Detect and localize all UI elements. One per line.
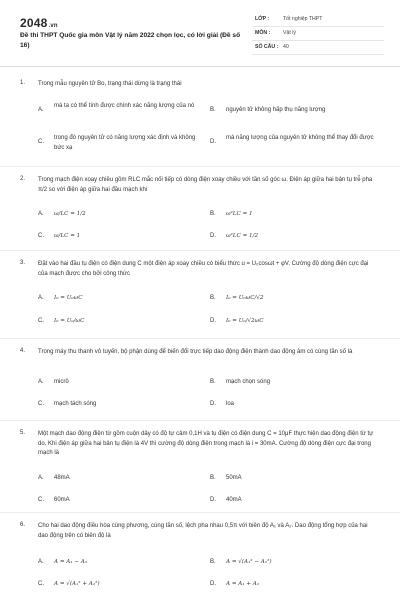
meta-value-subject: Vật lý xyxy=(283,30,296,36)
question-divider xyxy=(0,512,400,513)
option-letter: B. xyxy=(210,107,216,113)
option-text: ω²LC = 1/2 xyxy=(226,233,259,239)
question-number: 2. xyxy=(20,176,26,182)
option-text: mà năng lượng của nguyên tử không thể thay đổi được xyxy=(226,135,374,141)
question-text: Cho hai dao động điều hòa cùng phương, cùng tần số, lệch pha nhau 0,5π với biên độ A₁ và A₂. Dao động tổng hợp của hai dao động trên có biên độ là xyxy=(38,523,368,539)
option-text: 50mA xyxy=(226,475,242,481)
question-divider xyxy=(0,250,400,251)
question-divider xyxy=(0,166,400,167)
option-letter: D. xyxy=(210,318,216,324)
question-divider xyxy=(0,420,400,421)
question-number: 6. xyxy=(20,522,26,528)
exam-meta-table xyxy=(252,13,384,55)
option-text: A = A₁ − A₂ xyxy=(54,559,88,565)
option-letter: A. xyxy=(38,211,44,217)
question-number: 4. xyxy=(20,348,26,354)
option-letter: D. xyxy=(210,497,216,503)
meta-label-subject: MÔN : xyxy=(255,30,271,36)
option-text: loa xyxy=(226,401,235,407)
option-text: 40mA xyxy=(226,497,242,503)
option-letter: D. xyxy=(210,139,216,145)
meta-row-class xyxy=(252,13,384,27)
option-letter: A. xyxy=(38,295,44,301)
meta-value-question-count: 40 xyxy=(283,44,289,50)
question-text: Đặt vào hai đầu tụ điện có điện dung C một điện áp xoay chiều có biểu thức u = U₀cosωt + φV. Cường độ dòng điện cực đại của mạch được cho bởi công thức xyxy=(38,261,369,277)
option-text: ω/LC = 1/2 xyxy=(54,211,86,217)
option-text: mạch chọn sóng xyxy=(226,379,271,385)
meta-label-class: LỚP : xyxy=(255,16,270,22)
meta-label-question-count: SỐ CÂU : xyxy=(255,44,279,50)
option-text: mà ta có thể tính được chính xác năng lượng của nó xyxy=(54,103,195,109)
option-letter: D. xyxy=(210,401,216,407)
meta-row-subject xyxy=(252,27,384,41)
option-letter: A. xyxy=(38,107,44,113)
option-text: I₀ = U₀ωC xyxy=(54,295,83,301)
option-text: I₀ = U₀ωC/√2 xyxy=(226,295,264,301)
question-text: Một mạch dao động điện từ gồm cuộn dây có độ tự cảm 0,1H và tụ điện có điện dung C = 10μF thực hiện dao động điện từ tự do. Khi điện áp giữa hai bản tụ điện là 4V thì cường độ dòng điện trong mạch là i = 30mA. Cường độ dòng điện cực đại trong mạch là xyxy=(38,431,374,457)
option-letter: B. xyxy=(210,559,216,565)
option-letter: B. xyxy=(210,295,216,301)
question-text: Trong máy thu thanh vô tuyến, bộ phận dùng để biến đổi trực tiếp dao động điện thành dao động âm có cùng tần số là xyxy=(38,349,353,355)
option-letter: C. xyxy=(38,233,44,239)
document-header xyxy=(0,0,400,64)
option-text: I₀ = U₀/√2ωC xyxy=(226,318,264,324)
option-text: trong đó nguyên tử có năng lượng xác định và không bức xạ xyxy=(54,135,196,151)
option-text: micrô xyxy=(54,379,69,385)
option-text: ω²LC = 1 xyxy=(226,211,253,217)
option-letter: D. xyxy=(210,581,216,587)
meta-value-class: Tốt nghiệp THPT xyxy=(283,16,323,22)
option-text: ω/LC = 1 xyxy=(54,233,81,239)
question-number: 1. xyxy=(20,80,26,86)
option-letter: B. xyxy=(210,475,216,481)
question-number: 5. xyxy=(20,430,26,436)
logo-suffix: .vn xyxy=(48,23,58,29)
question-text: Trong mạch điện xoay chiều gồm RLC mắc nối tiếp có dòng điện xoay chiều với tần số góc ω. Điện áp giữa hai bản tụ trễ pha π/2 so với điện áp giữa hai đầu mạch khi xyxy=(38,177,373,193)
option-letter: B. xyxy=(210,211,216,217)
option-text: A = A₁ + A₂ xyxy=(226,581,260,587)
option-text: A = √(A₁² − A₂²) xyxy=(226,559,272,565)
question-divider xyxy=(0,338,400,339)
option-letter: C. xyxy=(38,497,44,503)
option-letter: A. xyxy=(38,379,44,385)
header-divider xyxy=(0,66,400,67)
meta-row-question-count xyxy=(252,41,384,55)
option-text: I₀ = U₀/ωC xyxy=(54,318,85,324)
option-letter: D. xyxy=(210,233,216,239)
option-text: A = √(A₁² + A₂²) xyxy=(54,581,100,587)
option-letter: A. xyxy=(38,475,44,481)
logo-text: 2048 xyxy=(20,16,48,30)
option-text: nguyên tử không hấp thụ năng lượng xyxy=(226,107,326,113)
question-text: Trong mẫu nguyên tử Bo, trạng thái dừng là trạng thái xyxy=(38,81,182,87)
site-logo[interactable] xyxy=(20,16,58,30)
option-letter: C. xyxy=(38,318,44,324)
option-letter: C. xyxy=(38,401,44,407)
option-text: 60mA xyxy=(54,497,70,503)
option-letter: B. xyxy=(210,379,216,385)
question-number: 3. xyxy=(20,260,26,266)
option-text: 48mA xyxy=(54,475,70,481)
option-letter: A. xyxy=(38,559,44,565)
option-letter: C. xyxy=(38,581,44,587)
option-text: mạch tách sóng xyxy=(54,401,97,407)
option-letter: C. xyxy=(38,139,44,145)
document-title: Đề thi THPT Quốc gia môn Vật lý năm 2022 chọn lọc, có lời giải (Đề số 16) xyxy=(20,32,241,49)
